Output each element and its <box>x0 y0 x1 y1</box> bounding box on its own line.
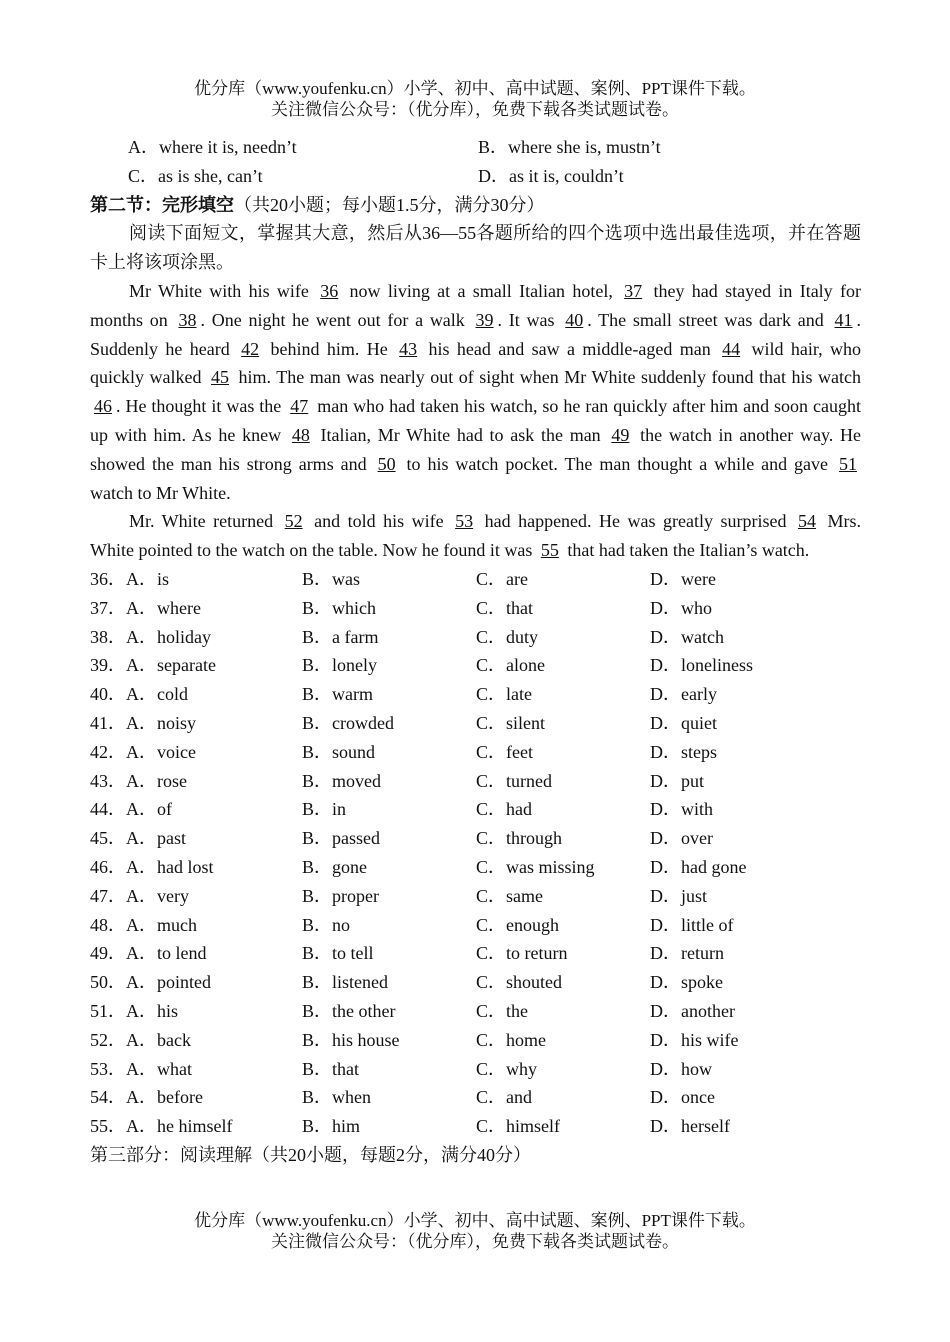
passage-text: that had taken the Italian’s watch. <box>562 540 810 561</box>
question-option-b: B．proper <box>302 885 379 906</box>
blank-39: 39 <box>475 309 494 330</box>
option-a-text: A．where <box>126 597 201 618</box>
header-line-2: 关注微信公众号：（优分库），免费下载各类试题试卷。 <box>271 100 679 119</box>
section-2-title: 第二节：完形填空 <box>90 194 234 215</box>
passage-text: watch to Mr White. <box>90 482 231 503</box>
passage-text: Mr White with his wife <box>129 280 317 301</box>
blank-44: 44 <box>722 338 741 359</box>
option-a-text: A．what <box>126 1058 192 1079</box>
question-list <box>90 565 861 1141</box>
option-a-text: A．cold <box>126 684 188 705</box>
question-option-a <box>90 680 302 709</box>
question-option-a <box>90 795 302 824</box>
question-row <box>90 853 861 882</box>
blank-49: 49 <box>611 424 630 445</box>
question-option-b: B．a farm <box>302 626 379 647</box>
question-number: 43． <box>90 770 126 791</box>
option-a-text: A．noisy <box>126 712 197 733</box>
page-footer <box>0 1210 950 1252</box>
question-option-d: D．loneliness <box>650 655 753 676</box>
passage-text: behind him. He <box>263 338 396 359</box>
question-option-b: B．crowded <box>302 712 394 733</box>
question-option-c: C．late <box>476 684 532 705</box>
option-a-text: A．back <box>126 1029 191 1050</box>
question-option-a <box>90 738 302 767</box>
question-number: 36． <box>90 568 126 589</box>
question-option-d: D．early <box>650 684 717 705</box>
question-option-b: B．to tell <box>302 943 374 964</box>
question-row <box>90 594 861 623</box>
question-option-d: D．his wife <box>650 1029 739 1050</box>
question-row <box>90 1026 861 1055</box>
question-option-c: C．turned <box>476 770 552 791</box>
page-header <box>0 78 950 120</box>
option-a-text: A．separate <box>126 655 216 676</box>
question-option-a <box>90 939 302 968</box>
question-option-b: B．gone <box>302 856 367 877</box>
question-option-d: D．quiet <box>650 712 717 733</box>
option-a-text: A．much <box>126 914 197 935</box>
question-number: 55． <box>90 1116 126 1137</box>
blank-50: 50 <box>377 453 396 474</box>
option-a-text: A．of <box>126 799 172 820</box>
question-option-c: C．the <box>476 1000 528 1021</box>
passage-text: . One night he went out for a walk <box>200 309 472 330</box>
question-option-a <box>90 824 302 853</box>
question-option-c: C．same <box>476 885 543 906</box>
footer-line-2: 关注微信公众号：（优分库），免费下载各类试题试卷。 <box>271 1232 679 1251</box>
option-a-text: A．pointed <box>126 972 211 993</box>
prev-option-c: C．as is she, can’t <box>128 165 263 186</box>
question-option-b: B．lonely <box>302 655 377 676</box>
question-row <box>90 738 861 767</box>
question-option-a <box>90 767 302 796</box>
passage-text: the watch in another way. He showed the man his strong arms and <box>90 424 861 474</box>
passage-text: and told his wife <box>306 511 452 532</box>
question-option-c: C．that <box>476 597 533 618</box>
question-number: 48． <box>90 914 126 935</box>
blank-37: 37 <box>624 280 643 301</box>
question-option-b: B．passed <box>302 828 380 849</box>
question-number: 44． <box>90 799 126 820</box>
passage-text: Mrs. White pointed to the watch on the table. Now he found it was <box>90 511 861 561</box>
blank-51: 51 <box>838 453 857 474</box>
blank-45: 45 <box>211 367 230 388</box>
question-option-a <box>90 1055 302 1084</box>
option-a-text: A．to lend <box>126 943 207 964</box>
question-row <box>90 997 861 1026</box>
question-option-d: D．spoke <box>650 972 723 993</box>
passage-text: to his watch pocket. The man thought a while and gave <box>399 453 835 474</box>
passage-text: had happened. He was greatly surprised <box>477 511 794 532</box>
question-option-c: C．through <box>476 828 563 849</box>
blank-52: 52 <box>284 511 303 532</box>
question-option-c: C．himself <box>476 1116 560 1137</box>
question-option-d: D．watch <box>650 626 724 647</box>
question-row <box>90 882 861 911</box>
question-number: 40． <box>90 684 126 705</box>
question-option-b: B．his house <box>302 1029 400 1050</box>
option-a-text: A．past <box>126 828 186 849</box>
passage-text: . He thought it was the <box>116 396 287 417</box>
question-option-d: D．another <box>650 1000 735 1021</box>
question-option-a <box>90 594 302 623</box>
question-option-c: C．duty <box>476 626 539 647</box>
question-option-b: B．him <box>302 1116 361 1137</box>
question-option-b: B．was <box>302 568 360 589</box>
question-option-d: D．return <box>650 943 724 964</box>
blank-42: 42 <box>241 338 260 359</box>
question-option-b: B．moved <box>302 770 381 791</box>
question-row <box>90 795 861 824</box>
question-option-a <box>90 882 302 911</box>
section-2-instruction: 阅读下面短文，掌握其大意，然后从36—55各题所给的四个选项中选出最佳选项，并在答题卡上将该项涂黑。 <box>90 223 861 273</box>
question-option-c: C．are <box>476 568 528 589</box>
blank-55: 55 <box>540 540 559 561</box>
question-option-d: D．steps <box>650 741 717 762</box>
option-a-text: A．holiday <box>126 626 211 647</box>
question-option-a <box>90 651 302 680</box>
question-number: 53． <box>90 1058 126 1079</box>
passage-paragraph-2 <box>90 507 861 565</box>
question-option-b: B．sound <box>302 741 376 762</box>
question-number: 49． <box>90 943 126 964</box>
question-option-d: D．just <box>650 885 708 906</box>
question-number: 39． <box>90 655 126 676</box>
question-option-d: D．who <box>650 597 712 618</box>
prev-options-row-1 <box>90 133 861 162</box>
question-option-b: B．when <box>302 1087 371 1108</box>
question-option-d: D．had gone <box>650 856 747 877</box>
question-option-c: C．to return <box>476 943 568 964</box>
question-option-c: C．feet <box>476 741 533 762</box>
question-option-b: B．no <box>302 914 351 935</box>
option-a-text: A．before <box>126 1087 203 1108</box>
question-option-c: C．enough <box>476 914 559 935</box>
question-option-c: C．alone <box>476 655 545 676</box>
blank-40: 40 <box>565 309 584 330</box>
question-option-b: B．in <box>302 799 347 820</box>
passage-text: they had stayed in Italy for months on <box>90 280 861 330</box>
question-number: 38． <box>90 626 126 647</box>
question-option-c: C．was missing <box>476 856 595 877</box>
blank-54: 54 <box>797 511 816 532</box>
question-option-d: D．little of <box>650 914 734 935</box>
question-number: 41． <box>90 712 126 733</box>
question-number: 54． <box>90 1087 126 1108</box>
question-option-c: C．had <box>476 799 532 820</box>
question-option-a <box>90 968 302 997</box>
question-row <box>90 1083 861 1112</box>
question-option-a <box>90 565 302 594</box>
option-a-text: A．is <box>126 568 170 589</box>
question-option-b: B．which <box>302 597 376 618</box>
prev-option-a: A．where it is, needn’t <box>128 137 297 157</box>
question-option-a <box>90 623 302 652</box>
option-a-text: A．he himself <box>126 1116 233 1137</box>
section-2-info: （共20小题；每小题1.5分，满分30分） <box>234 194 545 215</box>
question-option-a <box>90 709 302 738</box>
question-row <box>90 939 861 968</box>
blank-36: 36 <box>320 280 339 301</box>
question-row <box>90 623 861 652</box>
blank-38: 38 <box>178 309 197 330</box>
question-row <box>90 680 861 709</box>
question-row <box>90 709 861 738</box>
blank-48: 48 <box>291 424 310 445</box>
passage-text: . Suddenly he heard <box>90 309 861 359</box>
passage-text: man who had taken his watch, so he ran quickly after him and soon caught up with him. As he knew <box>90 396 862 445</box>
question-option-c: C．why <box>476 1058 538 1079</box>
question-option-b: B．listened <box>302 972 388 993</box>
prev-options-row-2 <box>90 162 861 191</box>
question-option-a <box>90 997 302 1026</box>
passage-paragraph-1 <box>90 277 861 507</box>
question-option-a <box>90 1112 302 1141</box>
passage-text: Mr. White returned <box>129 511 281 532</box>
question-number: 37． <box>90 597 126 618</box>
question-row <box>90 1055 861 1084</box>
question-row <box>90 565 861 594</box>
question-row <box>90 651 861 680</box>
part-3-heading: 第三部分：阅读理解（共20小题，每题2分，满分40分） <box>90 1144 531 1165</box>
question-option-d: D．with <box>650 799 713 820</box>
blank-41: 41 <box>834 309 853 330</box>
blank-46: 46 <box>94 396 112 417</box>
passage-text: now living at a small Italian hotel, <box>342 280 621 301</box>
option-a-text: A．his <box>126 1000 179 1021</box>
question-option-b: B．the other <box>302 1000 396 1021</box>
passage-text: him. The man was nearly out of sight when Mr White suddenly found that his watch <box>233 367 861 388</box>
passage-text: Italian, Mr White had to ask the man <box>313 424 608 445</box>
question-option-c: C．shouted <box>476 972 563 993</box>
question-option-d: D．herself <box>650 1116 730 1137</box>
blank-53: 53 <box>455 511 474 532</box>
question-option-c: C．home <box>476 1029 546 1050</box>
question-number: 46． <box>90 856 126 877</box>
blank-43: 43 <box>399 338 418 359</box>
question-option-a <box>90 1026 302 1055</box>
passage-text: . The small street was dark and <box>587 309 831 330</box>
question-row <box>90 824 861 853</box>
question-number: 51． <box>90 1000 126 1021</box>
option-a-text: A．voice <box>126 741 196 762</box>
question-row <box>90 911 861 940</box>
question-option-d: D．over <box>650 828 713 849</box>
option-a-text: A．rose <box>126 770 187 791</box>
passage-text: . It was <box>497 309 562 330</box>
blank-47: 47 <box>290 396 309 417</box>
question-number: 42． <box>90 741 126 762</box>
passage-text: his head and saw a middle-aged man <box>421 338 719 359</box>
header-line-1: 优分库（www.youfenku.cn）小学、初中、高中试题、案例、PPT课件下载。 <box>194 79 756 98</box>
question-option-d: D．how <box>650 1058 712 1079</box>
option-a-text: A．had lost <box>126 856 214 877</box>
question-option-a <box>90 1083 302 1112</box>
question-option-b: B．warm <box>302 684 373 705</box>
question-row <box>90 767 861 796</box>
question-number: 52． <box>90 1029 126 1050</box>
prev-option-d: D．as it is, couldn’t <box>478 165 624 186</box>
question-number: 45． <box>90 828 126 849</box>
question-option-a <box>90 853 302 882</box>
question-option-b: B．that <box>302 1058 359 1079</box>
question-option-c: C．silent <box>476 712 546 733</box>
footer-line-1: 优分库（www.youfenku.cn）小学、初中、高中试题、案例、PPT课件下载。 <box>194 1211 756 1230</box>
question-option-d: D．put <box>650 770 704 791</box>
prev-option-b: B．where she is, mustn’t <box>478 137 661 157</box>
page-content <box>90 133 861 1170</box>
question-number: 47． <box>90 885 126 906</box>
section-2-heading <box>90 191 861 220</box>
option-a-text: A．very <box>126 885 189 906</box>
question-option-d: D．once <box>650 1087 715 1108</box>
question-option-a <box>90 911 302 940</box>
passage-text: wild hair, who quickly walked <box>90 338 862 388</box>
question-option-c: C．and <box>476 1087 532 1108</box>
question-row <box>90 968 861 997</box>
question-option-d: D．were <box>650 568 716 589</box>
question-row <box>90 1112 861 1141</box>
question-number: 50． <box>90 972 126 993</box>
